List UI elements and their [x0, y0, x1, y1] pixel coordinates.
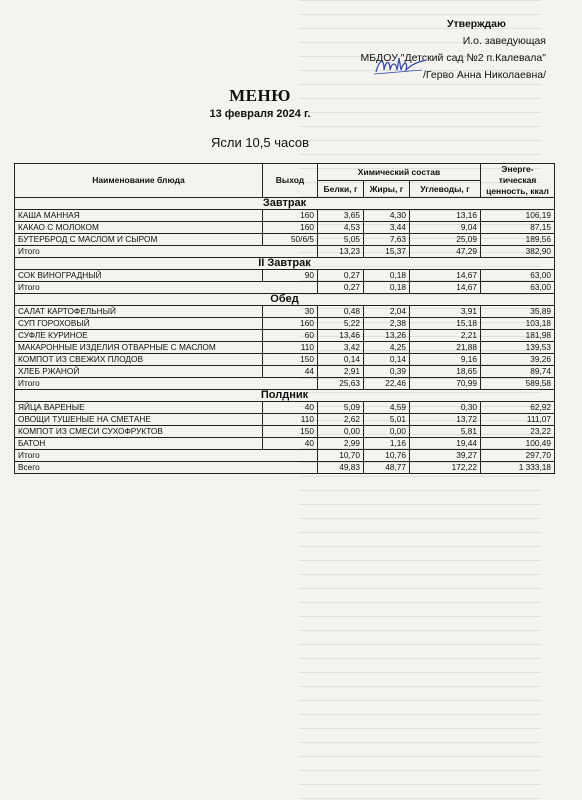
- dish-fat: 2,38: [364, 318, 410, 330]
- table-row: [15, 306, 555, 318]
- dish-protein: 13,46: [318, 330, 364, 342]
- dish-carbs: 13,72: [410, 414, 481, 426]
- dish-carbs: 13,16: [410, 210, 481, 222]
- dish-protein: 4,53: [318, 222, 364, 234]
- dish-energy: 189,56: [481, 234, 555, 246]
- dish-name: ЯЙЦА ВАРЕНЫЕ: [15, 402, 263, 414]
- menu-date: 13 февраля 2024 г.: [209, 108, 311, 120]
- total-protein: 13,23: [318, 246, 364, 258]
- dish-fat: 7,63: [364, 234, 410, 246]
- total-protein: 25,63: [318, 378, 364, 390]
- page-title: МЕНЮ: [229, 86, 291, 105]
- dish-fat: 0,00: [364, 426, 410, 438]
- header-carbs: Углеводы, г: [410, 181, 481, 198]
- dish-name: СУФЛЕ КУРИНОЕ: [15, 330, 263, 342]
- dish-energy: 62,92: [481, 402, 555, 414]
- total-fat: 15,37: [364, 246, 410, 258]
- dish-energy: 63,00: [481, 270, 555, 282]
- dish-carbs: 14,67: [410, 270, 481, 282]
- dish-name: СОК ВИНОГРАДНЫЙ: [15, 270, 263, 282]
- total-carbs: 14,67: [410, 282, 481, 294]
- header-energy: Энерге-тическая ценность, ккал: [481, 164, 555, 198]
- table-row: [15, 426, 555, 438]
- grand-total-energy: 1 333,18: [481, 462, 555, 474]
- grand-total-carbs: 172,22: [410, 462, 481, 474]
- dish-carbs: 3,91: [410, 306, 481, 318]
- total-energy: 297,70: [481, 450, 555, 462]
- total-label: Итого: [15, 282, 318, 294]
- total-protein: 0,27: [318, 282, 364, 294]
- total-label: Итого: [15, 450, 318, 462]
- dish-yield: 90: [263, 270, 318, 282]
- total-label: Итого: [15, 378, 318, 390]
- dish-energy: 39,26: [481, 354, 555, 366]
- table-row: [15, 330, 555, 342]
- dish-name: КОМПОТ ИЗ СВЕЖИХ ПЛОДОВ: [15, 354, 263, 366]
- dish-protein: 2,91: [318, 366, 364, 378]
- dish-fat: 4,30: [364, 210, 410, 222]
- dish-carbs: 25,09: [410, 234, 481, 246]
- dish-carbs: 2,21: [410, 330, 481, 342]
- table-row: [15, 342, 555, 354]
- dish-energy: 181,98: [481, 330, 555, 342]
- dish-yield: 60: [263, 330, 318, 342]
- dish-carbs: 19,44: [410, 438, 481, 450]
- dish-fat: 5,01: [364, 414, 410, 426]
- approval-head: Утверждаю: [446, 18, 506, 30]
- dish-energy: 89,74: [481, 366, 555, 378]
- approval-name: /Гервo Анна Николаевна/: [423, 69, 546, 81]
- section-header-row: [15, 294, 555, 306]
- dish-fat: 0,39: [364, 366, 410, 378]
- dish-name: МАКАРОННЫЕ ИЗДЕЛИЯ ОТВАРНЫЕ С МАСЛОМ: [15, 342, 263, 354]
- dish-yield: 160: [263, 210, 318, 222]
- section-total-row: [15, 450, 555, 462]
- grand-total-label: Всего: [15, 462, 318, 474]
- total-fat: 0,18: [364, 282, 410, 294]
- dish-yield: 150: [263, 354, 318, 366]
- dish-fat: 4,59: [364, 402, 410, 414]
- table-row: [15, 438, 555, 450]
- dish-yield: 30: [263, 306, 318, 318]
- dish-yield: 160: [263, 318, 318, 330]
- total-energy: 589,58: [481, 378, 555, 390]
- table-row: [15, 366, 555, 378]
- dish-fat: 0,14: [364, 354, 410, 366]
- signature-icon: [372, 52, 428, 78]
- dish-energy: 23,22: [481, 426, 555, 438]
- approval-position: И.о. заведующая: [462, 35, 546, 47]
- dish-energy: 35,89: [481, 306, 555, 318]
- total-carbs: 39,27: [410, 450, 481, 462]
- total-label: Итого: [15, 246, 318, 258]
- dish-fat: 13,26: [364, 330, 410, 342]
- table-row: [15, 270, 555, 282]
- dish-fat: 3,44: [364, 222, 410, 234]
- approval-org: МБДОУ "Детский сад №2 п.Калевала": [360, 52, 546, 64]
- dish-carbs: 18,65: [410, 366, 481, 378]
- section-total-row: [15, 282, 555, 294]
- dish-energy: 100,49: [481, 438, 555, 450]
- table-row: [15, 318, 555, 330]
- grand-total-protein: 49,83: [318, 462, 364, 474]
- dish-fat: 1,16: [364, 438, 410, 450]
- table-row: [15, 210, 555, 222]
- dish-yield: 44: [263, 366, 318, 378]
- table-row: [15, 402, 555, 414]
- dish-protein: 0,00: [318, 426, 364, 438]
- table-row: [15, 414, 555, 426]
- menu-table: [14, 163, 555, 474]
- section-title: Завтрак: [15, 198, 555, 210]
- dish-protein: 3,65: [318, 210, 364, 222]
- dish-carbs: 0,30: [410, 402, 481, 414]
- table-row: [15, 234, 555, 246]
- dish-yield: 110: [263, 414, 318, 426]
- section-header-row: [15, 390, 555, 402]
- dish-name: ХЛЕБ РЖАНОЙ: [15, 366, 263, 378]
- dish-protein: 3,42: [318, 342, 364, 354]
- total-energy: 382,90: [481, 246, 555, 258]
- dish-name: КАКАО С МОЛОКОМ: [15, 222, 263, 234]
- group-name: Ясли 10,5 часов: [210, 135, 310, 150]
- dish-protein: 2,62: [318, 414, 364, 426]
- total-carbs: 47,29: [410, 246, 481, 258]
- total-protein: 10,70: [318, 450, 364, 462]
- header-protein: Белки, г: [318, 181, 364, 198]
- dish-fat: 2,04: [364, 306, 410, 318]
- header-yield: Выход: [263, 164, 318, 198]
- section-total-row: [15, 378, 555, 390]
- dish-name: ОВОЩИ ТУШЕНЫЕ НА СМЕТАНЕ: [15, 414, 263, 426]
- section-title: Обед: [15, 294, 555, 306]
- dish-carbs: 15,18: [410, 318, 481, 330]
- dish-protein: 0,48: [318, 306, 364, 318]
- dish-name: БАТОН: [15, 438, 263, 450]
- header-fat: Жиры, г: [364, 181, 410, 198]
- table-row: [15, 354, 555, 366]
- section-total-row: [15, 246, 555, 258]
- dish-carbs: 21,88: [410, 342, 481, 354]
- dish-energy: 111,07: [481, 414, 555, 426]
- table-row: [15, 222, 555, 234]
- dish-name: БУТЕРБРОД С МАСЛОМ И СЫРОМ: [15, 234, 263, 246]
- dish-protein: 5,09: [318, 402, 364, 414]
- dish-name: САЛАТ КАРТОФЕЛЬНЫЙ: [15, 306, 263, 318]
- dish-protein: 0,27: [318, 270, 364, 282]
- dish-carbs: 9,16: [410, 354, 481, 366]
- dish-yield: 50/6/5: [263, 234, 318, 246]
- total-energy: 63,00: [481, 282, 555, 294]
- dish-energy: 87,15: [481, 222, 555, 234]
- total-fat: 10,76: [364, 450, 410, 462]
- dish-energy: 139,53: [481, 342, 555, 354]
- header-chem: Химический состав: [318, 164, 481, 181]
- dish-name: КОМПОТ ИЗ СМЕСИ СУХОФРУКТОВ: [15, 426, 263, 438]
- dish-protein: 5,05: [318, 234, 364, 246]
- grand-total-row: [15, 462, 555, 474]
- dish-name: КАША МАННАЯ: [15, 210, 263, 222]
- section-title: II Завтрак: [15, 258, 555, 270]
- dish-energy: 103,18: [481, 318, 555, 330]
- dish-yield: 40: [263, 402, 318, 414]
- dish-yield: 40: [263, 438, 318, 450]
- section-header-row: [15, 258, 555, 270]
- dish-yield: 160: [263, 222, 318, 234]
- dish-protein: 5,22: [318, 318, 364, 330]
- dish-yield: 150: [263, 426, 318, 438]
- dish-fat: 4,25: [364, 342, 410, 354]
- dish-carbs: 5,81: [410, 426, 481, 438]
- grand-total-fat: 48,77: [364, 462, 410, 474]
- section-title: Полдник: [15, 390, 555, 402]
- header-name: Наименование блюда: [15, 164, 263, 198]
- dish-protein: 2,99: [318, 438, 364, 450]
- dish-energy: 106,19: [481, 210, 555, 222]
- dish-yield: 110: [263, 342, 318, 354]
- section-header-row: [15, 198, 555, 210]
- total-fat: 22,46: [364, 378, 410, 390]
- total-carbs: 70,99: [410, 378, 481, 390]
- dish-protein: 0,14: [318, 354, 364, 366]
- dish-fat: 0,18: [364, 270, 410, 282]
- dish-name: СУП ГОРОХОВЫЙ: [15, 318, 263, 330]
- dish-carbs: 9,04: [410, 222, 481, 234]
